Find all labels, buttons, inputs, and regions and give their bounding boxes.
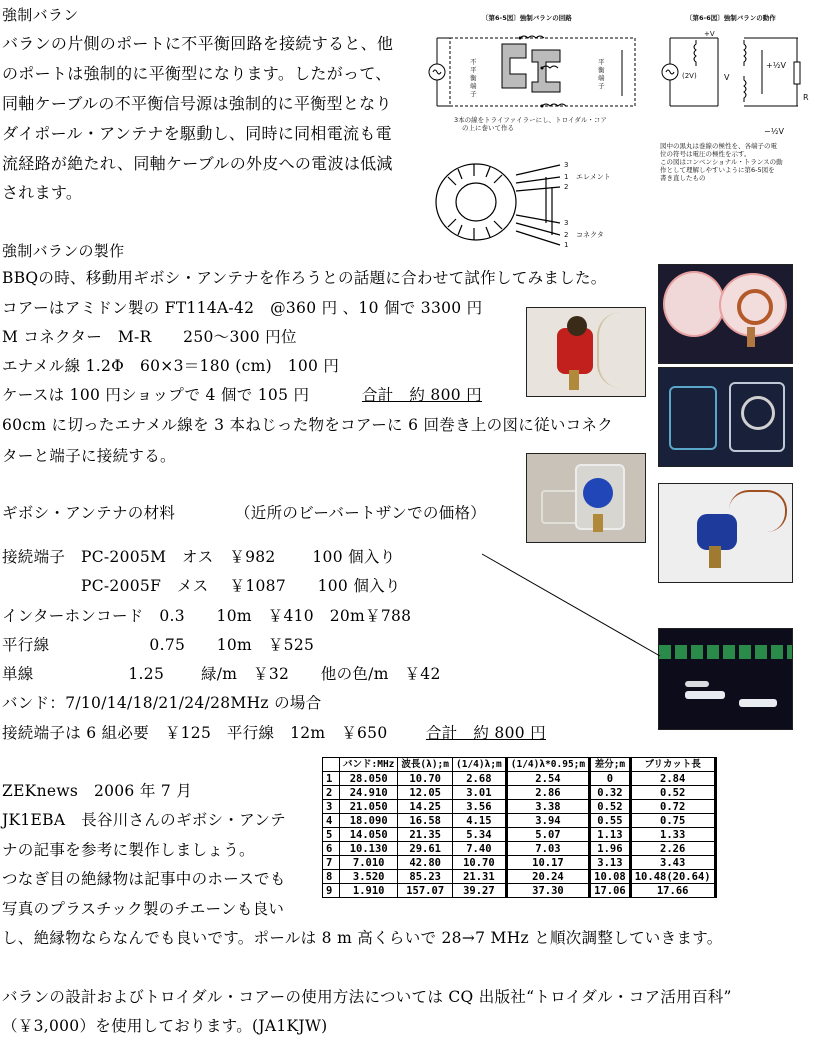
table-cell: 10.70 <box>453 856 507 870</box>
text-line: されます。 <box>2 183 83 202</box>
table-cell: 14.050 <box>340 828 398 842</box>
table-cell: 3.94 <box>506 814 589 828</box>
table-cell: 3.520 <box>340 870 398 884</box>
text-line: し、絶縁物ならなんでも良いです。ポールは 8 m 高くらいで 28→7 MHz と順次調整していきます。 <box>2 929 723 947</box>
section1-heading: 強制バラン <box>2 6 79 24</box>
table-cell: 157.07 <box>398 884 453 898</box>
table-cell: 0.55 <box>590 814 631 828</box>
text-line: JK1EBA 長谷川さんのギボシ・アンテ <box>2 811 286 829</box>
band-length-table <box>322 757 717 898</box>
source-label: (2V) <box>682 72 697 80</box>
table-cell: 16.58 <box>398 814 453 828</box>
table-cell: 85.23 <box>398 870 453 884</box>
minus-half-v-label: −½V <box>764 127 784 136</box>
materials-total: 合計 約 800 円 <box>426 724 546 742</box>
table-cell: 2.26 <box>630 842 715 856</box>
diagram-note: この図はコンベンショナル・トランスの動 <box>660 158 783 166</box>
text-line: ダイポール・アンテナを駆動し、同時に同相電流も電 <box>2 124 392 143</box>
text-line: エナメル線 1.2Φ 60×3＝180 (cm) 100 円 <box>2 357 340 375</box>
table-header: ブリカット長 <box>630 758 715 772</box>
table-cell: 21.31 <box>453 870 507 884</box>
table-cell: 37.30 <box>506 884 589 898</box>
table-cell: 10.130 <box>340 842 398 856</box>
table-cell: 4 <box>323 814 340 828</box>
wire-label: 3 <box>564 219 569 227</box>
balun-photo-case <box>526 453 646 543</box>
text-line: つなぎ目の絶縁物は記事中のホースでも <box>2 870 286 888</box>
table-cell: 7.40 <box>453 842 507 856</box>
material-item: インターホンコード 0.3 10m ￥410 20m￥788 <box>2 607 412 625</box>
table-cell: 28.050 <box>340 772 398 786</box>
table-row <box>323 772 716 786</box>
table-header: (1/4)λ;m <box>453 758 507 772</box>
reference-line: バランの設計およびトロイダル・コアーの使用方法については CQ 出版社“トロイダル・コア活用百科” <box>2 988 732 1006</box>
table-row <box>323 856 716 870</box>
table-cell: 0 <box>590 772 631 786</box>
text-line: のポートは強制的に平衡型になります。したがって、 <box>2 64 392 83</box>
table-cell: 3 <box>323 800 340 814</box>
plus-v-label: +V <box>704 30 715 38</box>
table-cell: 0.32 <box>590 786 631 800</box>
section3-heading: ギボシ・アンテナの材料 <box>2 504 176 522</box>
wire-label: 1 <box>564 241 569 249</box>
text-line: ナの記事を参考に製作しましょう。 <box>2 841 255 859</box>
table-cell: 39.27 <box>453 884 507 898</box>
section2-heading: 強制バランの製作 <box>2 242 125 260</box>
diagram-title: 〔第6-5図〕強制バランの回路 <box>482 14 572 22</box>
balun-circuit-diagram <box>422 10 652 140</box>
table-cell: 10.48(20.64) <box>630 870 715 884</box>
case-photo-open <box>658 264 793 364</box>
table-header: (1/4)λ*0.95;m <box>506 758 589 772</box>
balun-photo-blue <box>658 483 793 583</box>
text-line: 流経路が絶たれ、同軸ケーブルの外皮への電波は低減 <box>2 154 393 173</box>
table-row <box>323 870 716 884</box>
table-cell: 7.03 <box>506 842 589 856</box>
diagram-note: 図中の黒丸は巻線の極性を、各端子の電 <box>660 142 777 150</box>
wire-label: 1 <box>564 173 569 181</box>
table-row <box>323 814 716 828</box>
table-cell: 4.15 <box>453 814 507 828</box>
pointer-line <box>480 552 670 662</box>
material-item: 接続端子は 6 組必要 ￥125 平行線 12m ￥650 <box>2 724 388 742</box>
table-header: 差分;m <box>590 758 631 772</box>
r-label: R <box>803 93 809 102</box>
wire-label: 3 <box>564 161 569 169</box>
text-line: M コネクター M-R 250～300 円位 <box>2 328 297 346</box>
operation-drawing <box>658 10 810 140</box>
table-cell: 12.05 <box>398 786 453 800</box>
table-cell: 5.34 <box>453 828 507 842</box>
table-cell: 2.68 <box>453 772 507 786</box>
toroid-wiring-diagram <box>428 155 628 250</box>
material-item: バンド：7/10/14/18/21/24/28MHz の場合 <box>2 694 322 712</box>
table-cell: 21.35 <box>398 828 453 842</box>
table-cell: 2.54 <box>506 772 589 786</box>
table-cell: 2.86 <box>506 786 589 800</box>
text-line: 写真のプラスチック製のチエーンも良い <box>2 900 285 918</box>
table-cell: 9 <box>323 884 340 898</box>
chain-insulator-photo <box>658 628 793 730</box>
table-cell: 5.07 <box>506 828 589 842</box>
balun-photo-red <box>526 307 646 397</box>
table-cell: 10.70 <box>398 772 453 786</box>
material-item: 平行線 0.75 10m ￥525 <box>2 636 315 654</box>
table-cell: 20.24 <box>506 870 589 884</box>
table-cell: 1.13 <box>590 828 631 842</box>
table-cell: 3.13 <box>590 856 631 870</box>
table-cell: 0.72 <box>630 800 715 814</box>
table-row <box>323 842 716 856</box>
table-cell: 42.80 <box>398 856 453 870</box>
table-cell: 5 <box>323 828 340 842</box>
case-photo-closed <box>658 367 793 467</box>
table-row <box>323 800 716 814</box>
table-cell: 10.08 <box>590 870 631 884</box>
table-cell: 17.06 <box>590 884 631 898</box>
connector-label: コネクタ <box>576 231 604 239</box>
table-cell: 17.66 <box>630 884 715 898</box>
text-line: コアーはアミドン製の FT114A-42 @360 円 、10 個で 3300 円 <box>2 299 483 317</box>
text-line: ケースは 100 円ショップで 4 個で 105 円 <box>2 386 310 404</box>
table-cell: 0.52 <box>590 800 631 814</box>
table-header <box>323 758 340 772</box>
table-cell: 7.010 <box>340 856 398 870</box>
table-row <box>323 884 716 898</box>
text-line: BBQの時、移動用ギボシ・アンテナを作ろうとの話題に合わせて試作してみました。 <box>2 269 607 287</box>
table-cell: 6 <box>323 842 340 856</box>
table-cell: 2.84 <box>630 772 715 786</box>
wire-label: 2 <box>564 231 569 239</box>
diagram-note: 書き直したもの <box>660 174 706 182</box>
table-cell: 7 <box>323 856 340 870</box>
table-cell: 24.910 <box>340 786 398 800</box>
diagram-title: 〔第6-6図〕強制バランの動作 <box>686 14 776 22</box>
text-line: 同軸ケーブルの不平衡信号源は強制的に平衡型となり <box>2 94 392 113</box>
text-line: ターと端子に接続する。 <box>2 447 176 465</box>
material-item: 接続端子 PC-2005M オス ￥982 100 個入り <box>2 548 396 566</box>
table-cell: 0.52 <box>630 786 715 800</box>
table-cell: 3.01 <box>453 786 507 800</box>
reference-line: （￥3,000）を使用しております。(JA1KJW) <box>2 1017 328 1035</box>
table-header: バンド:MHz <box>340 758 398 772</box>
table-cell: 2 <box>323 786 340 800</box>
balun-operation-diagram <box>658 10 810 182</box>
table-cell: 29.61 <box>398 842 453 856</box>
text-line: バランの片側のポートに不平衡回路を接続すると、他 <box>2 34 394 53</box>
table-cell: 1.96 <box>590 842 631 856</box>
table-row <box>323 828 716 842</box>
table-cell: 18.090 <box>340 814 398 828</box>
cost-total: 合計 約 800 円 <box>362 386 482 404</box>
element-label: エレメント <box>576 173 611 181</box>
diagram-note: 位の符号は電圧の極性を示す。 <box>660 150 751 158</box>
table-row <box>323 786 716 800</box>
table-cell: 3.38 <box>506 800 589 814</box>
table-header-row <box>323 758 716 772</box>
table-cell: 3.43 <box>630 856 715 870</box>
table-header: 波長(λ);m <box>398 758 453 772</box>
unbalanced-terminal-label: 不平衡端子 <box>470 58 477 98</box>
table-cell: 3.56 <box>453 800 507 814</box>
table-cell: 1 <box>323 772 340 786</box>
table-cell: 21.050 <box>340 800 398 814</box>
material-item: 単線 1.25 緑/m ￥32 他の色/m ￥42 <box>2 665 441 683</box>
table-cell: 8 <box>323 870 340 884</box>
material-item: PC-2005F メス ￥1087 100 個入り <box>2 577 401 595</box>
text-line: 60cm に切ったエナメル線を 3 本ねじった物をコアーに 6 回巻き上の図に従いコネク <box>2 416 614 434</box>
text-line: ZEKnews 2006 年 7 月 <box>2 782 193 800</box>
diagram-note: 作として理解しやすいように第6-5図を <box>660 166 775 174</box>
diagram-note: の上に巻いて作る <box>462 124 514 132</box>
plus-half-v-label: +½V <box>766 61 786 70</box>
table-cell: 14.25 <box>398 800 453 814</box>
table-cell: 1.910 <box>340 884 398 898</box>
section3-heading-note: （近所のビーバートザンでの価格） <box>235 504 487 522</box>
wire-label: 2 <box>564 183 569 191</box>
diagram-note: 3本の線をトライファイラーにし、トロイダル・コア <box>454 116 607 124</box>
table-cell: 1.33 <box>630 828 715 842</box>
table-cell: 0.75 <box>630 814 715 828</box>
table-cell: 10.17 <box>506 856 589 870</box>
balanced-terminal-label: 平衡端子 <box>598 58 605 90</box>
v-label: V <box>724 73 730 82</box>
